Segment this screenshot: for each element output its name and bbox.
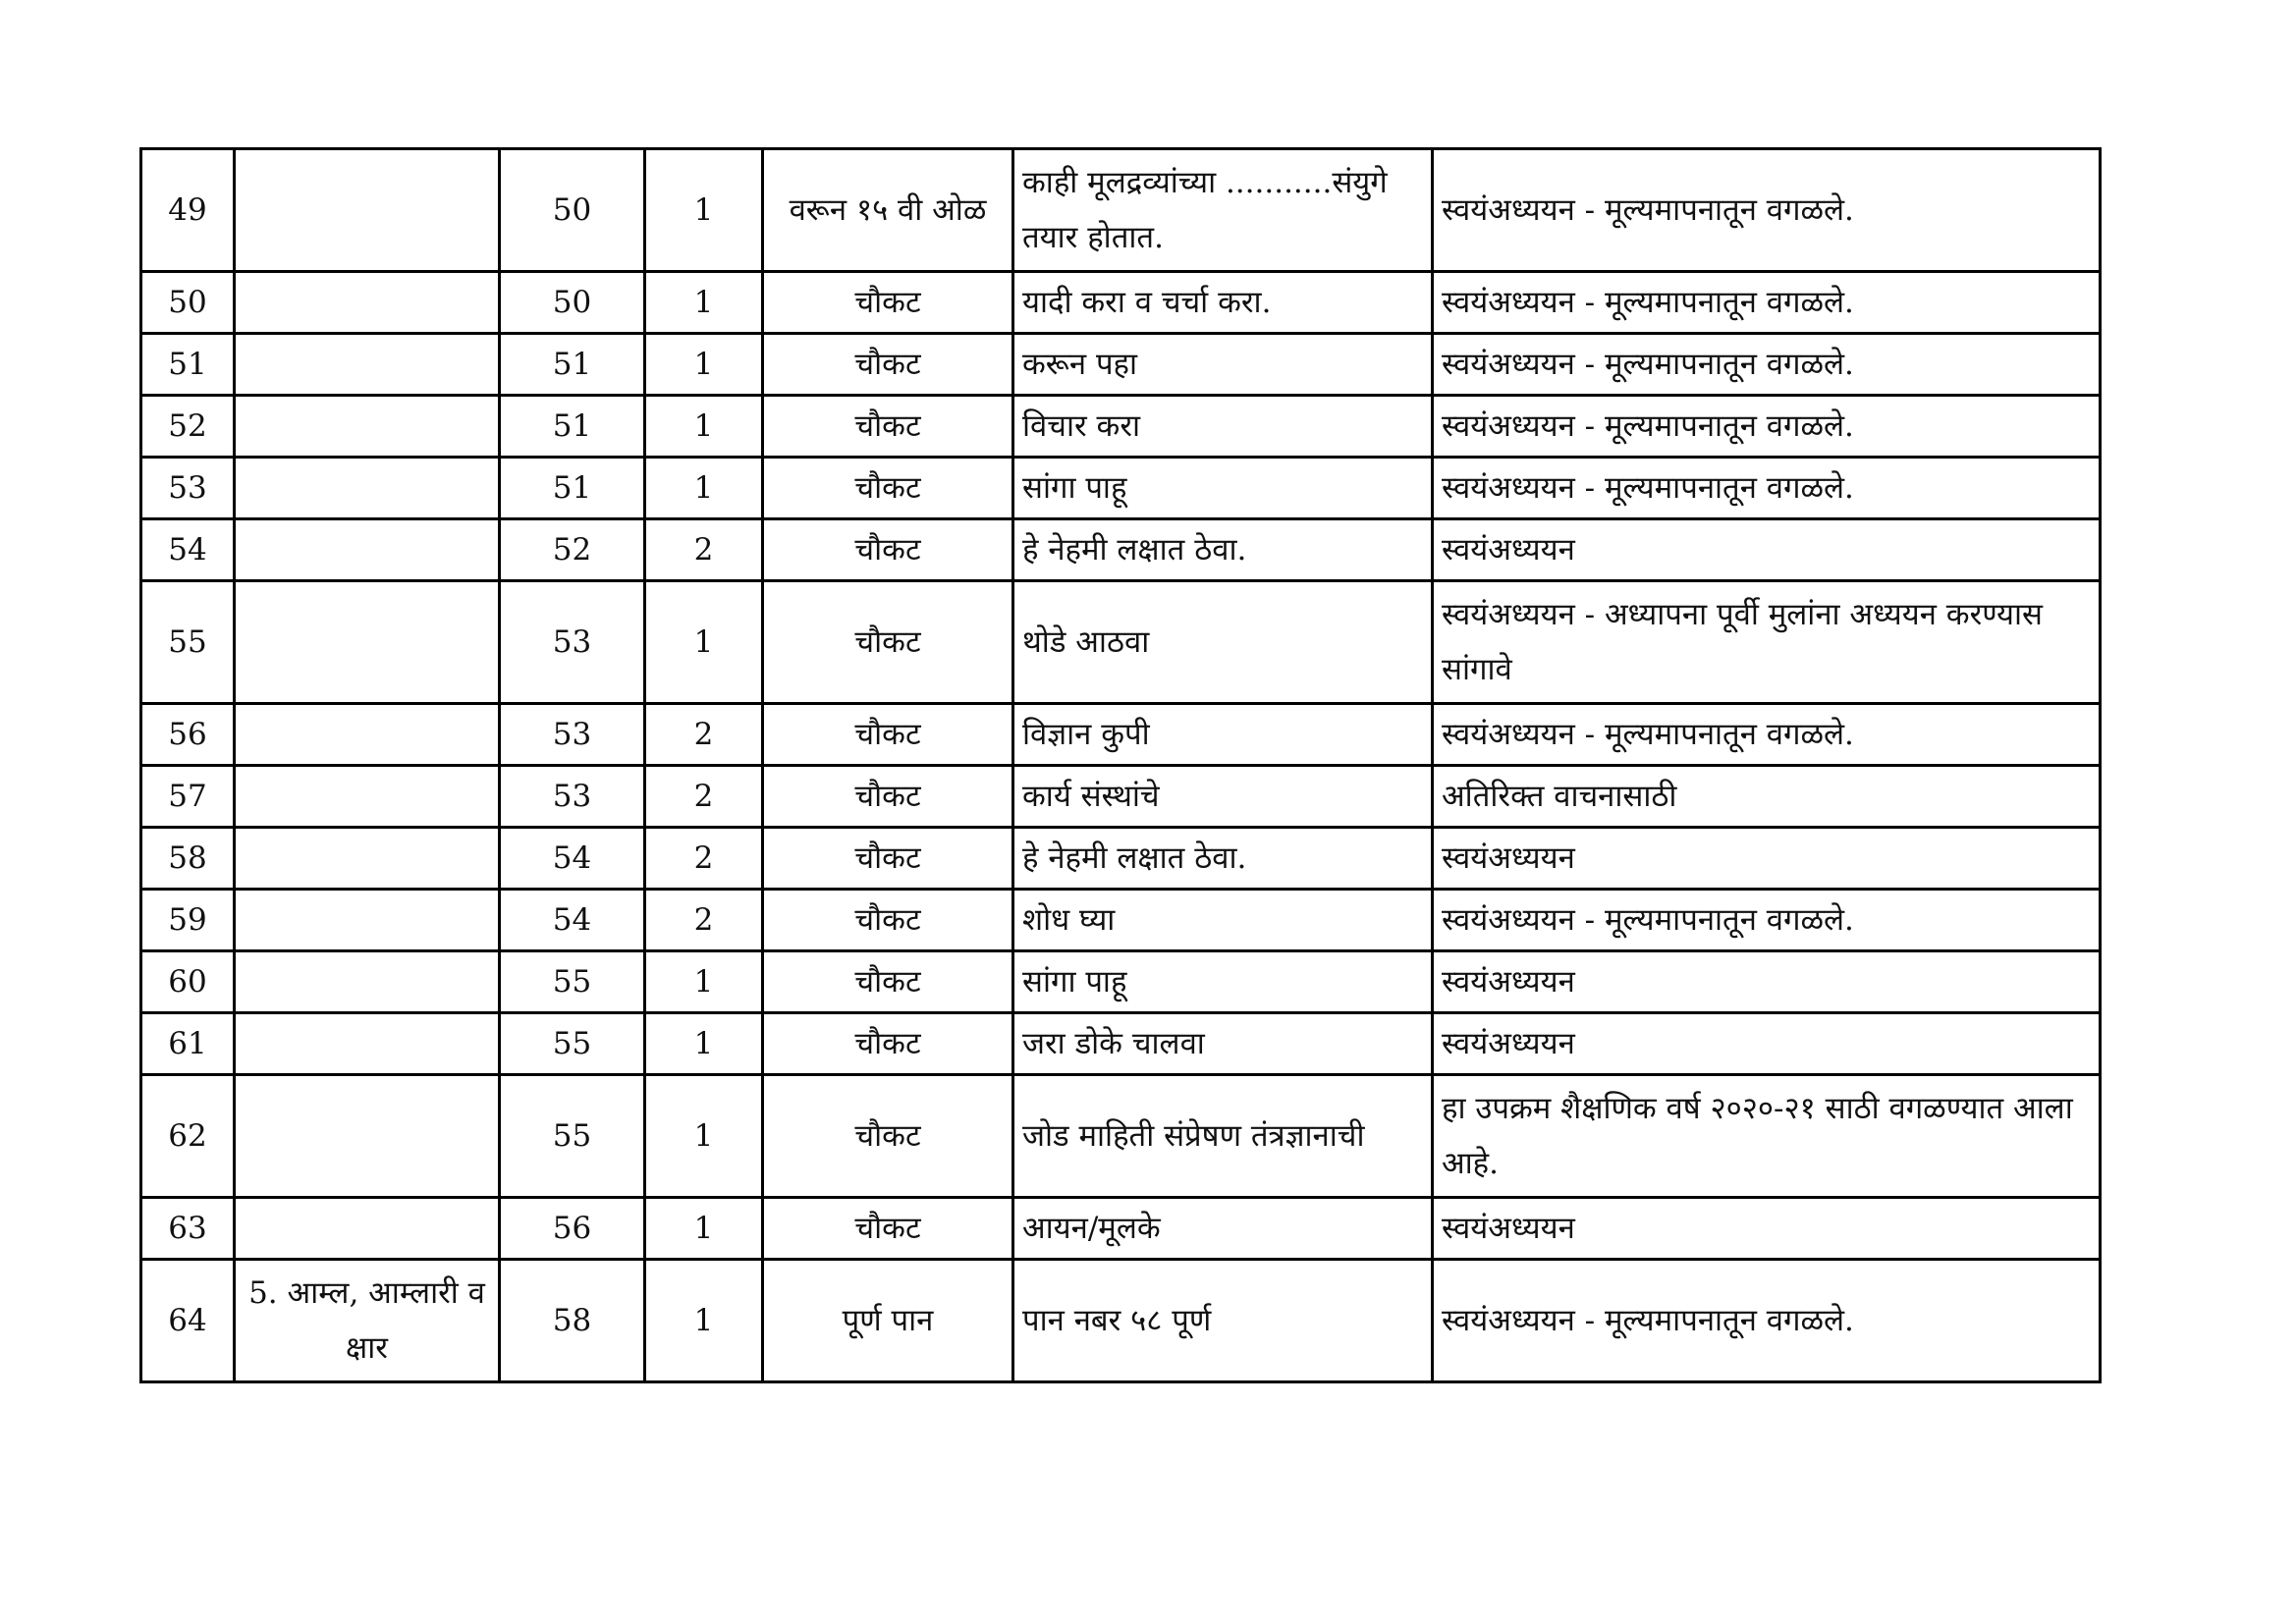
remark-cell: स्वयंअध्ययन - मूल्यमापनातून वगळले.: [1433, 272, 2101, 334]
page-number-cell: 53: [500, 581, 645, 704]
location-cell: वरून १५ वी ओळ: [763, 149, 1013, 272]
paragraph-cell: 1: [645, 149, 763, 272]
activity-cell: सांगा पाहू: [1013, 458, 1433, 519]
location-cell: चौकट: [763, 1075, 1013, 1198]
location-cell: चौकट: [763, 766, 1013, 828]
activity-cell: जरा डोके चालवा: [1013, 1013, 1433, 1075]
page-number-cell: 56: [500, 1198, 645, 1260]
paragraph-cell: 1: [645, 334, 763, 396]
page-number-cell: 50: [500, 149, 645, 272]
serial-number-cell: 56: [141, 704, 235, 766]
paragraph-cell: 1: [645, 458, 763, 519]
location-cell: चौकट: [763, 396, 1013, 458]
table-row: [141, 828, 2101, 890]
activity-cell: जोड माहिती संप्रेषण तंत्रज्ञानाची: [1013, 1075, 1433, 1198]
page-number-cell: 55: [500, 951, 645, 1013]
chapter-cell: [235, 334, 500, 396]
chapter-cell: [235, 581, 500, 704]
activity-cell: आयन/मूलके: [1013, 1198, 1433, 1260]
page-number-cell: 53: [500, 766, 645, 828]
table-body: [141, 149, 2101, 1382]
remark-cell: अतिरिक्त वाचनासाठी: [1433, 766, 2101, 828]
table-row: [141, 890, 2101, 951]
chapter-cell: [235, 1075, 500, 1198]
chapter-cell: [235, 890, 500, 951]
chapter-cell: [235, 951, 500, 1013]
location-cell: चौकट: [763, 581, 1013, 704]
page-number-cell: 58: [500, 1260, 645, 1382]
table-row: [141, 1075, 2101, 1198]
remark-cell: स्वयंअध्ययन - मूल्यमापनातून वगळले.: [1433, 1260, 2101, 1382]
page-number-cell: 52: [500, 519, 645, 581]
paragraph-cell: 2: [645, 519, 763, 581]
activity-cell: विज्ञान कुपी: [1013, 704, 1433, 766]
remark-cell: स्वयंअध्ययन - मूल्यमापनातून वगळले.: [1433, 334, 2101, 396]
paragraph-cell: 2: [645, 890, 763, 951]
serial-number-cell: 55: [141, 581, 235, 704]
location-cell: चौकट: [763, 1198, 1013, 1260]
table-row: [141, 458, 2101, 519]
remark-cell: स्वयंअध्ययन - मूल्यमापनातून वगळले.: [1433, 458, 2101, 519]
page-number-cell: 51: [500, 396, 645, 458]
location-cell: चौकट: [763, 334, 1013, 396]
serial-number-cell: 49: [141, 149, 235, 272]
page-number-cell: 55: [500, 1013, 645, 1075]
serial-number-cell: 59: [141, 890, 235, 951]
remark-cell: स्वयंअध्ययन: [1433, 519, 2101, 581]
activity-cell: थोडे आठवा: [1013, 581, 1433, 704]
paragraph-cell: 1: [645, 1013, 763, 1075]
chapter-cell: [235, 396, 500, 458]
remark-cell: स्वयंअध्ययन - मूल्यमापनातून वगळले.: [1433, 890, 2101, 951]
page-number-cell: 51: [500, 334, 645, 396]
remark-cell: स्वयंअध्ययन - मूल्यमापनातून वगळले.: [1433, 704, 2101, 766]
remark-cell: स्वयंअध्ययन - मूल्यमापनातून वगळले.: [1433, 396, 2101, 458]
table-row: [141, 704, 2101, 766]
location-cell: चौकट: [763, 704, 1013, 766]
activity-cell: हे नेहमी लक्षात ठेवा.: [1013, 519, 1433, 581]
paragraph-cell: 1: [645, 1075, 763, 1198]
remark-cell: हा उपक्रम शैक्षणिक वर्ष २०२०-२१ साठी वगळण्यात आला आहे.: [1433, 1075, 2101, 1198]
activity-cell: शोध घ्या: [1013, 890, 1433, 951]
serial-number-cell: 53: [141, 458, 235, 519]
paragraph-cell: 2: [645, 766, 763, 828]
activity-cell: सांगा पाहू: [1013, 951, 1433, 1013]
paragraph-cell: 1: [645, 1260, 763, 1382]
serial-number-cell: 54: [141, 519, 235, 581]
location-cell: चौकट: [763, 828, 1013, 890]
serial-number-cell: 50: [141, 272, 235, 334]
paragraph-cell: 1: [645, 272, 763, 334]
chapter-cell: [235, 1198, 500, 1260]
activity-cell: कार्य संस्थांचे: [1013, 766, 1433, 828]
page-number-cell: 54: [500, 828, 645, 890]
paragraph-cell: 1: [645, 581, 763, 704]
chapter-cell: [235, 704, 500, 766]
serial-number-cell: 63: [141, 1198, 235, 1260]
page-number-cell: 50: [500, 272, 645, 334]
table-row: [141, 519, 2101, 581]
chapter-cell: [235, 149, 500, 272]
table-row: [141, 149, 2101, 272]
chapter-cell: [235, 519, 500, 581]
table-row: [141, 272, 2101, 334]
location-cell: चौकट: [763, 1013, 1013, 1075]
serial-number-cell: 58: [141, 828, 235, 890]
serial-number-cell: 61: [141, 1013, 235, 1075]
chapter-cell: [235, 766, 500, 828]
table-row: [141, 1198, 2101, 1260]
activity-cell: काही मूलद्रव्यांच्या ...........संयुगे तयार होतात.: [1013, 149, 1433, 272]
serial-number-cell: 52: [141, 396, 235, 458]
table-row: [141, 951, 2101, 1013]
location-cell: चौकट: [763, 519, 1013, 581]
chapter-cell: [235, 272, 500, 334]
paragraph-cell: 2: [645, 828, 763, 890]
page-number-cell: 55: [500, 1075, 645, 1198]
table-row: [141, 581, 2101, 704]
location-cell: चौकट: [763, 458, 1013, 519]
remark-cell: स्वयंअध्ययन: [1433, 1198, 2101, 1260]
table-row: [141, 334, 2101, 396]
serial-number-cell: 60: [141, 951, 235, 1013]
document-page: [139, 147, 2102, 1383]
chapter-cell: [235, 828, 500, 890]
page-number-cell: 53: [500, 704, 645, 766]
remark-cell: स्वयंअध्ययन: [1433, 1013, 2101, 1075]
table-row: [141, 1260, 2101, 1382]
paragraph-cell: 2: [645, 704, 763, 766]
chapter-cell: [235, 1013, 500, 1075]
chapter-cell: 5. आम्ल, आम्लारी व क्षार: [235, 1260, 500, 1382]
page-number-cell: 51: [500, 458, 645, 519]
activity-cell: यादी करा व चर्चा करा.: [1013, 272, 1433, 334]
table-row: [141, 396, 2101, 458]
paragraph-cell: 1: [645, 1198, 763, 1260]
activity-cell: पान नबर ५८ पूर्ण: [1013, 1260, 1433, 1382]
page-number-cell: 54: [500, 890, 645, 951]
location-cell: चौकट: [763, 951, 1013, 1013]
syllabus-reduction-table: [139, 147, 2102, 1383]
chapter-cell: [235, 458, 500, 519]
serial-number-cell: 57: [141, 766, 235, 828]
serial-number-cell: 64: [141, 1260, 235, 1382]
activity-cell: हे नेहमी लक्षात ठेवा.: [1013, 828, 1433, 890]
activity-cell: करून पहा: [1013, 334, 1433, 396]
activity-cell: विचार करा: [1013, 396, 1433, 458]
location-cell: चौकट: [763, 890, 1013, 951]
remark-cell: स्वयंअध्ययन: [1433, 828, 2101, 890]
paragraph-cell: 1: [645, 396, 763, 458]
table-row: [141, 1013, 2101, 1075]
location-cell: पूर्ण पान: [763, 1260, 1013, 1382]
serial-number-cell: 62: [141, 1075, 235, 1198]
remark-cell: स्वयंअध्ययन - अध्यापना पूर्वी मुलांना अध्ययन करण्यास सांगावे: [1433, 581, 2101, 704]
location-cell: चौकट: [763, 272, 1013, 334]
remark-cell: स्वयंअध्ययन: [1433, 951, 2101, 1013]
remark-cell: स्वयंअध्ययन - मूल्यमापनातून वगळले.: [1433, 149, 2101, 272]
paragraph-cell: 1: [645, 951, 763, 1013]
serial-number-cell: 51: [141, 334, 235, 396]
table-row: [141, 766, 2101, 828]
